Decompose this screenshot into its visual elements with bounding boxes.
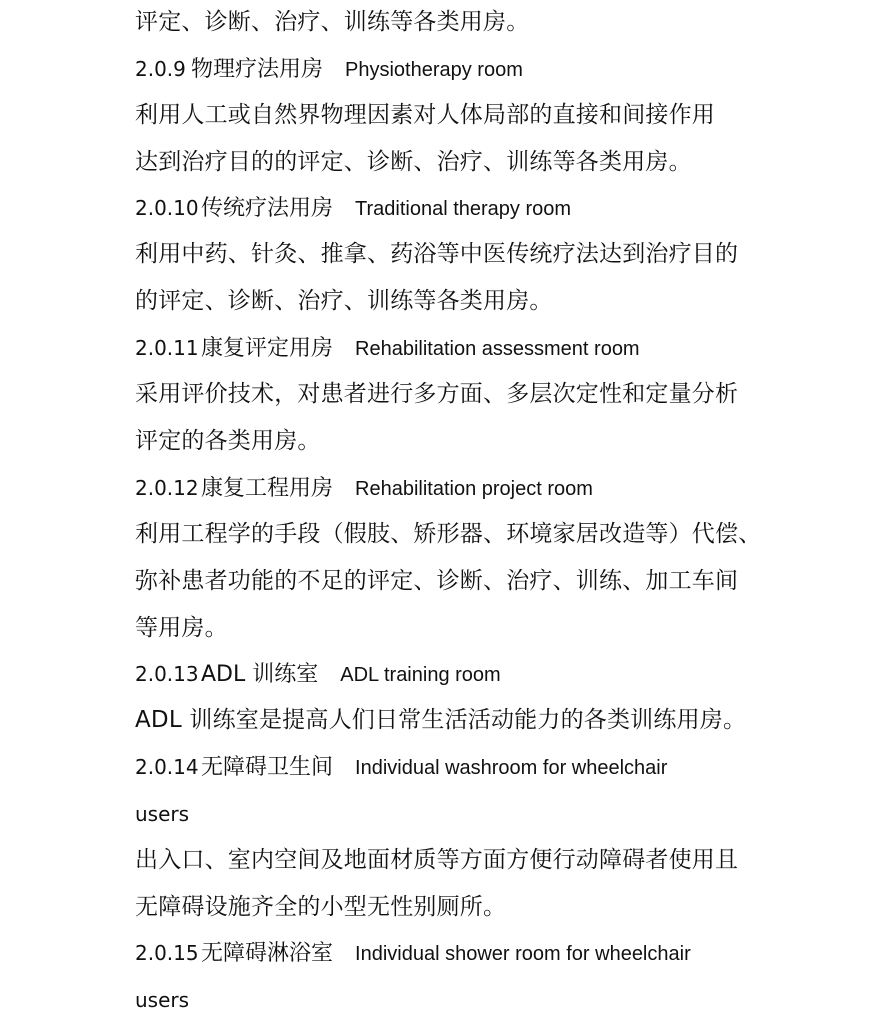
paragraph-line: 评定的各类用房。 (135, 428, 321, 454)
term-number: 2.0.9 (135, 57, 186, 81)
paragraph-line: 达到治疗目的的评定、诊断、治疗、训练等各类用房。 (135, 149, 692, 175)
term-english-continued: users (135, 988, 190, 1012)
term-number: 2.0.11 (135, 336, 199, 360)
term-number: 2.0.15 (135, 941, 199, 965)
paragraph-line: 等用房。 (135, 615, 228, 641)
paragraph-line: 出入口、室内空间及地面材质等方面方便行动障碍者使用且 (135, 847, 739, 873)
paragraph-line: 利用中药、针灸、推拿、药浴等中医传统疗法达到治疗目的 (135, 241, 739, 267)
term-chinese: 康复评定用房 (201, 336, 334, 361)
term-english: Rehabilitation project room (355, 478, 593, 500)
paragraph-line: 利用工程学的手段（假肢、矫形器、环境家居改造等）代偿、 (135, 521, 762, 547)
term-english: Individual shower room for wheelchair (355, 943, 691, 965)
term-chinese: 无障碍淋浴室 (201, 941, 334, 966)
paragraph-line: 无障碍设施齐全的小型无性别厕所。 (135, 894, 507, 920)
term-english: ADL training room (340, 664, 501, 686)
term-english: Individual washroom for wheelchair (355, 757, 668, 779)
term-number: 2.0.10 (135, 196, 199, 220)
term-heading-2-0-10 (135, 198, 571, 220)
term-number: 2.0.14 (135, 755, 199, 779)
paragraph-line: 利用人工或自然界物理因素对人体局部的直接和间接作用 (135, 102, 715, 128)
paragraph-line: 评定、诊断、治疗、训练等各类用房。 (135, 9, 530, 35)
term-english: Rehabilitation assessment room (355, 338, 640, 360)
paragraph-line: 弥补患者功能的不足的评定、诊断、治疗、训练、加工车间 (135, 568, 739, 594)
term-heading-2-0-13 (135, 664, 501, 686)
term-english-continued: users (135, 802, 190, 826)
term-number: 2.0.12 (135, 476, 199, 500)
term-heading-2-0-14 (135, 757, 667, 779)
term-heading-2-0-15 (135, 943, 691, 965)
paragraph-line: 的评定、诊断、治疗、训练等各类用房。 (135, 288, 553, 314)
term-chinese: 康复工程用房 (201, 476, 334, 501)
term-chinese: 无障碍卫生间 (201, 755, 334, 780)
paragraph-line: ADL 训练室是提高人们日常生活活动能力的各类训练用房。 (135, 707, 747, 733)
term-chinese: ADL 训练室 (201, 662, 319, 687)
term-english: Physiotherapy room (345, 59, 523, 81)
term-chinese: 物理疗法用房 (191, 57, 324, 82)
term-heading-2-0-11 (135, 338, 640, 360)
term-heading-2-0-12 (135, 478, 593, 500)
term-number: 2.0.13 (135, 662, 199, 686)
term-heading-2-0-9 (135, 59, 523, 81)
term-english: Traditional therapy room (355, 198, 572, 220)
term-chinese: 传统疗法用房 (201, 196, 334, 221)
paragraph-line: 采用评价技术，对患者进行多方面、多层次定性和定量分析 (135, 381, 739, 407)
